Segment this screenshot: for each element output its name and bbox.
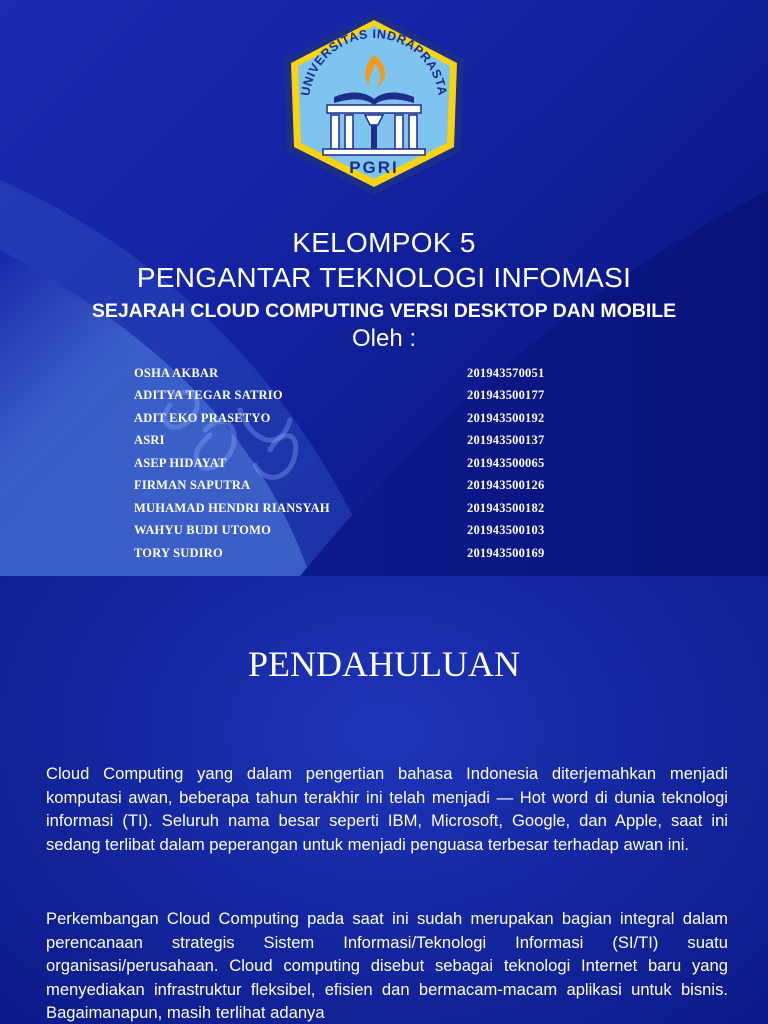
member-row <box>134 362 594 385</box>
member-nim: 201943500177 <box>467 388 545 403</box>
member-name: WAHYU BUDI UTOMO <box>134 523 272 538</box>
member-nim: 201943500126 <box>467 478 545 493</box>
logo-arc-text: UNIVERSITAS INDRAPRASTA <box>298 26 450 97</box>
member-name: ASRI <box>134 433 165 448</box>
member-name: FIRMAN SAPUTRA <box>134 478 251 493</box>
member-row <box>134 542 594 565</box>
member-nim: 201943570051 <box>467 365 545 380</box>
member-name: ADITYA TEGAR SATRIO <box>134 388 283 403</box>
member-name: OSHA AKBAR <box>134 365 219 380</box>
presentation-subtitle: SEJARAH CLOUD COMPUTING VERSI DESKTOP DAN MOBILE <box>91 300 677 322</box>
member-nim: 201943500169 <box>467 545 545 560</box>
member-row <box>134 385 594 408</box>
logo-pgri-text: PGRI <box>349 158 399 177</box>
member-nim: 201943500182 <box>467 500 545 515</box>
member-row <box>134 452 594 475</box>
member-name: ASEP HIDAYAT <box>134 455 227 470</box>
member-nim: 201943500103 <box>467 523 545 538</box>
member-row <box>134 475 594 498</box>
introduction-slide <box>0 576 768 1024</box>
member-row <box>134 430 594 453</box>
course-title: PENGANTAR TEKNOLOGI INFOMASI <box>136 262 632 293</box>
member-row <box>134 520 594 543</box>
member-name: ADIT EKO PRASETYO <box>134 410 271 425</box>
member-row <box>134 497 594 520</box>
member-nim: 201943500137 <box>467 433 545 448</box>
member-nim: 201943500065 <box>467 455 545 470</box>
member-name: TORY SUDIRO <box>134 545 223 560</box>
intro-paragraph-1: Cloud Computing yang dalam pengertian bahasa Indonesia diterjemahkan menjadi komputasi awan, beberapa tahun terakhir ini telah menjadi — Hot word di dunia teknologi informasi (TI). Seluruh nama besar seperti IBM, Microsoft, Google, dan Apple, saat ini sedang terlibat dalam peperangan untuk menjadi penguasa terbesar terhadap awan ini. <box>46 764 728 854</box>
by-label: Oleh : <box>351 325 417 352</box>
title-block <box>0 226 768 354</box>
slide-heading: PENDAHULUAN <box>248 644 520 684</box>
member-name: MUHAMAD HENDRI RIANSYAH <box>134 500 330 515</box>
member-nim: 201943500192 <box>467 410 545 425</box>
intro-paragraph-2: Perkembangan Cloud Computing pada saat ini sudah merupakan bagian integral dalam perencanaan strategis Sistem Informasi/Teknologi Informasi (SI/TI) suatu organisasi/perusahaan. Cloud computing disebut sebagai teknologi Internet baru yang menyediakan infrastruktur fleksibel, efisien dan bermacam-macam aplikasi untuk bisnis. Bagaimanapun, masih terlihat adanya <box>46 909 728 1022</box>
member-row <box>134 407 594 430</box>
university-logo <box>279 11 469 197</box>
member-list <box>134 362 594 565</box>
group-title: KELOMPOK 5 <box>292 227 476 258</box>
